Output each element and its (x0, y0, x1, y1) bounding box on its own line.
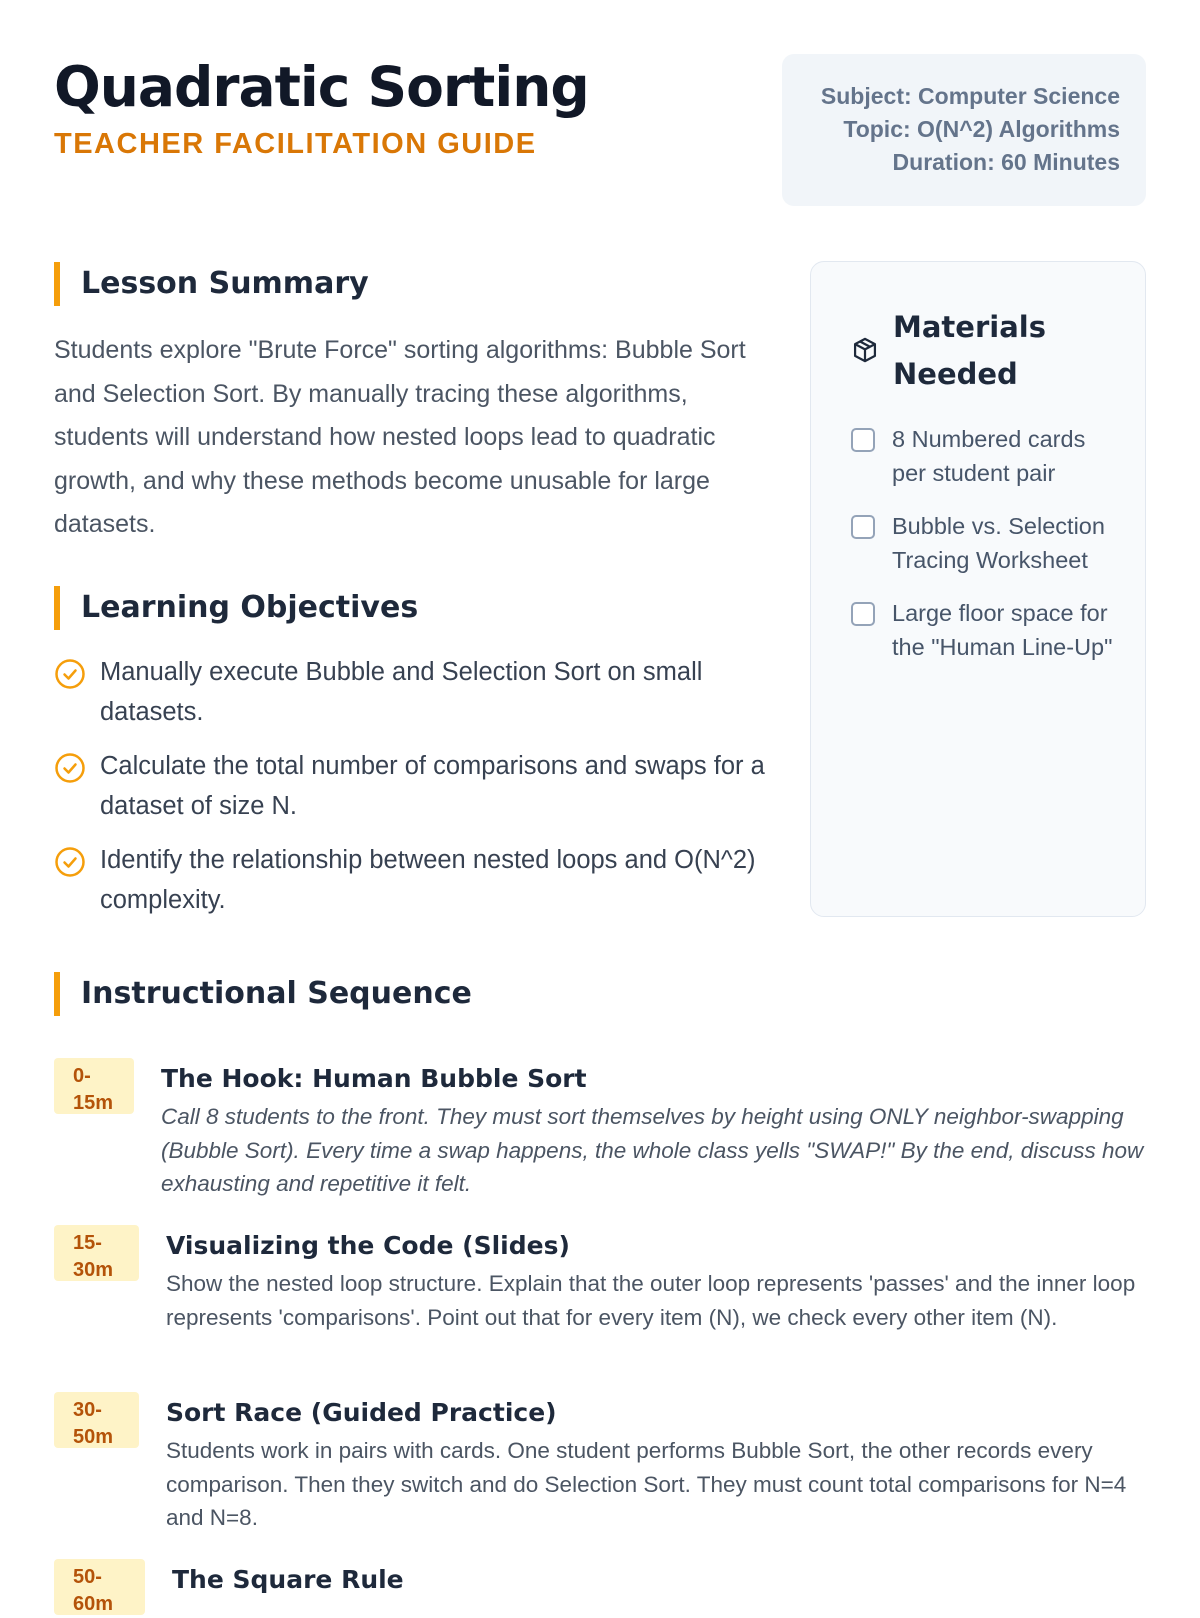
materials-title: Materials Needed (893, 310, 1046, 391)
material-checkbox[interactable] (851, 515, 875, 539)
material-item (851, 510, 1121, 577)
summary-text: Students explore "Brute Force" sorting algorithms: Bubble Sort and Selection Sort. By manually tracing these algorithms, students will understand how nested loops lead to quadratic growth, and why these methods become unusable for large datasets. (54, 336, 746, 538)
time-badge: 50- 60m (54, 1559, 145, 1615)
objective-item (54, 652, 784, 732)
objective-text: Identify the relationship between nested loops and O(N^2) complexity. (100, 846, 756, 914)
check-circle-icon (54, 752, 86, 784)
material-item (851, 597, 1121, 664)
meta-duration: Duration: 60 Minutes (892, 149, 1120, 175)
sequence-heading: Instructional Sequence (54, 972, 472, 1016)
meta-topic: Topic: O(N^2) Algorithms (843, 116, 1120, 142)
step-title: Visualizing the Code (Slides) (166, 1231, 570, 1260)
step-description: Call 8 students to the front. They must sort themselves by height using ONLY neighbor-swapping (Bubble Sort). Every time a swap happens, the whole class yells "SWAP!" By the end, discuss how exhausting and repetitive it felt. (161, 1104, 1144, 1196)
box-icon (851, 336, 879, 364)
material-text: Bubble vs. Selection Tracing Worksheet (892, 513, 1105, 573)
summary-heading: Lesson Summary (54, 262, 369, 306)
check-circle-icon (54, 846, 86, 878)
objective-item (54, 746, 784, 826)
step-title: Sort Race (Guided Practice) (166, 1398, 557, 1427)
step-content (161, 1058, 1146, 1201)
objective-item (54, 840, 784, 920)
objective-text: Manually execute Bubble and Selection Sort on small datasets. (100, 658, 703, 726)
materials-card (810, 261, 1146, 917)
step-title: The Hook: Human Bubble Sort (161, 1064, 587, 1093)
time-badge: 0- 15m (54, 1058, 134, 1114)
step-content (166, 1392, 1146, 1535)
page-title: Quadratic Sorting (54, 55, 589, 119)
time-badge: 30- 50m (54, 1392, 139, 1448)
step-description: Students work in pairs with cards. One student performs Bubble Sort, the other records every comparison. Then they switch and do Selection Sort. They must count total comparisons for N=4 and N=8. (166, 1438, 1127, 1530)
material-item (851, 423, 1121, 490)
lesson-meta-box (782, 54, 1146, 206)
materials-list (851, 423, 1121, 664)
step-title: The Square Rule (172, 1565, 404, 1594)
step-description: Show the nested loop structure. Explain that the outer loop represents 'passes' and the inner loop represents 'comparisons'. Point out that for every item (N), we check every other item (N). (166, 1271, 1136, 1330)
material-text: Large floor space for the "Human Line-Up" (892, 600, 1113, 660)
material-checkbox[interactable] (851, 602, 875, 626)
objectives-heading: Learning Objectives (54, 586, 418, 630)
material-text: 8 Numbered cards per student pair (892, 426, 1086, 486)
page-subtitle: TEACHER FACILITATION GUIDE (54, 128, 537, 160)
meta-subject: Subject: Computer Science (820, 83, 1120, 109)
check-circle-icon (54, 658, 86, 690)
step-content (172, 1559, 1146, 1601)
material-checkbox[interactable] (851, 428, 875, 452)
time-badge: 15- 30m (54, 1225, 139, 1281)
objective-text: Calculate the total number of comparisons and swaps for a dataset of size N. (100, 752, 765, 820)
objectives-list (54, 652, 784, 920)
step-content (166, 1225, 1146, 1334)
